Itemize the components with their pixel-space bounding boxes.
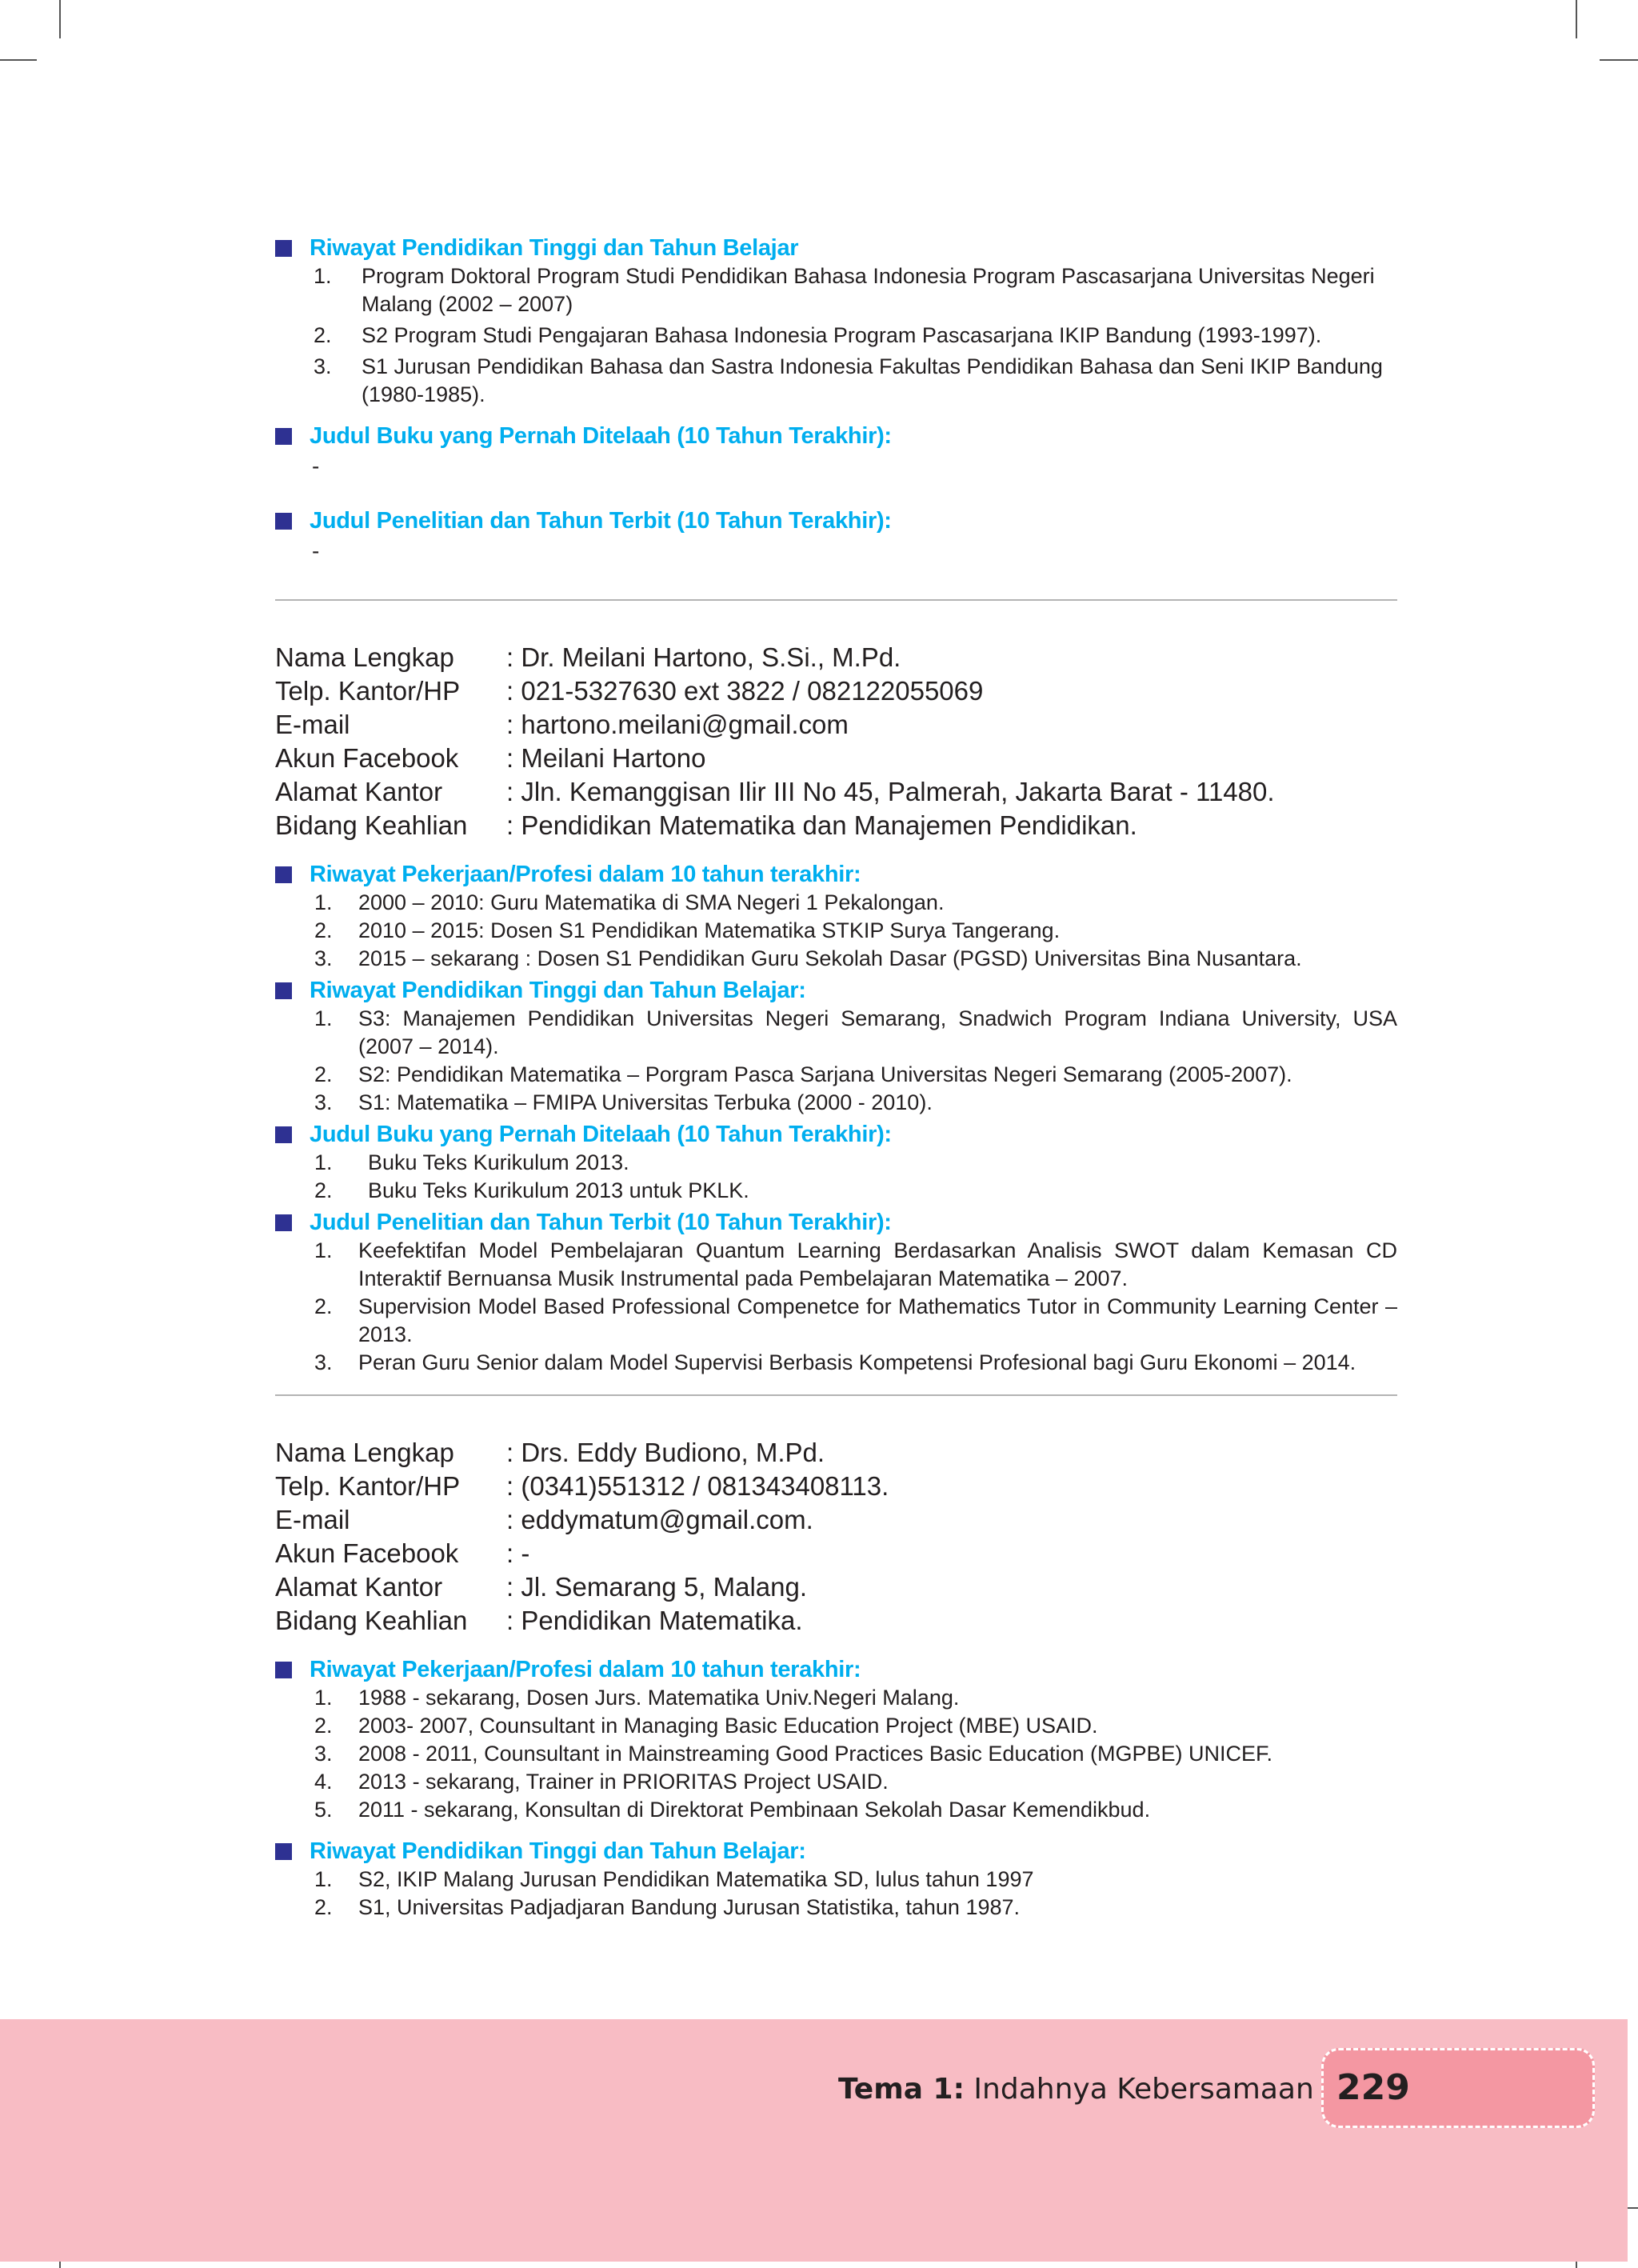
- list-item: 2. 2003- 2007, Counsultant in Managing Basic Education Project (MBE) USAID.: [314, 1714, 1098, 1738]
- profile-value: : (0341)551312 / 081343408113.: [506, 1471, 889, 1501]
- list-item: 1. Keefektifan Model Pembelajaran Quantum Learning Berdasarkan Analisis SWOT dalam Kemasan CD Interaktif Bernuansa Musik Instrumental pada Pembelajaran Matematika – 2007.: [314, 1238, 1397, 1290]
- research-value: -: [312, 538, 320, 563]
- page-content: [275, 234, 1397, 1922]
- list-item: 2. 2010 – 2015: Dosen S1 Pendidikan Matematika STKIP Surya Tangerang.: [314, 918, 1061, 942]
- crop-mark: [1576, 0, 1577, 38]
- block1-books-section: [275, 422, 1397, 482]
- section-heading: [275, 234, 1397, 262]
- theme-title: [838, 2071, 1314, 2108]
- profile-value: : Meilani Hartono: [506, 743, 706, 773]
- theme-label: Tema 1:: [838, 2073, 965, 2106]
- list-item: 2. Buku Teks Kurikulum 2013 untuk PKLK.: [314, 1178, 749, 1202]
- crop-mark: [1600, 59, 1638, 61]
- profile-value: : Jln. Kemanggisan Ilir III No 45, Palmerah, Jakarta Barat - 11480.: [506, 777, 1275, 806]
- person2-work-section: [275, 860, 1397, 973]
- section-heading: [275, 860, 1397, 889]
- section-divider: [275, 599, 1397, 601]
- profile-label: Alamat Kantor: [275, 777, 443, 806]
- section-heading-text: Riwayat Pekerjaan/Profesi dalam 10 tahun terakhir:: [310, 862, 861, 887]
- list-item: 3. Peran Guru Senior dalam Model Supervisi Berbasis Kompetensi Profesional bagi Guru Ekonomi – 2014.: [314, 1350, 1356, 1374]
- theme-name: Indahnya Kebersamaan: [964, 2073, 1314, 2106]
- section-heading-text: Judul Buku yang Pernah Ditelaah (10 Tahun Terakhir):: [310, 1122, 892, 1147]
- section-heading: [275, 506, 1397, 535]
- profile-table: [275, 1436, 1397, 1638]
- profile-label: Telp. Kantor/HP: [275, 1471, 461, 1501]
- section-heading: [275, 1208, 1397, 1237]
- section-heading-text: Riwayat Pendidikan Tinggi dan Tahun Belajar:: [310, 1838, 806, 1864]
- square-bullet-icon: [275, 982, 292, 999]
- square-bullet-icon: [275, 240, 292, 257]
- books-list: [275, 1149, 1397, 1205]
- list-item: 1. Program Doktoral Program Studi Pendidikan Bahasa Indonesia Program Pascasarjana Universitas Negeri Malang (2002 – 2007): [314, 264, 1375, 316]
- profile-value: : hartono.meilani@gmail.com: [506, 710, 849, 739]
- list-item: 1. S3: Manajemen Pendidikan Universitas Negeri Semarang, Snadwich Program Indiana University, USA (2007 – 2014).: [314, 1006, 1397, 1058]
- work-list: [275, 1684, 1397, 1824]
- section-divider: [275, 1394, 1397, 1396]
- profile-label: E-mail: [275, 1505, 350, 1534]
- list-item: 1. 2000 – 2010: Guru Matematika di SMA Negeri 1 Pekalongan.: [314, 890, 945, 914]
- page-footer: [0, 2019, 1628, 2262]
- research-list: [275, 1237, 1397, 1377]
- list-item: 3. S1 Jurusan Pendidikan Bahasa dan Sastra Indonesia Fakultas Pendidikan Bahasa dan Seni IKIP Bandung (1980-1985).: [314, 354, 1383, 406]
- profile-value: : -: [506, 1538, 530, 1568]
- section-heading: [275, 976, 1397, 1005]
- list-item: 1. Buku Teks Kurikulum 2013.: [314, 1150, 629, 1174]
- square-bullet-icon: [275, 1126, 292, 1143]
- profile-label: Bidang Keahlian: [275, 1606, 468, 1635]
- square-bullet-icon: [275, 1214, 292, 1231]
- section-heading-text: Judul Penelitian dan Tahun Terbit (10 Tahun Terakhir):: [310, 508, 892, 534]
- square-bullet-icon: [275, 1662, 292, 1678]
- list-item: 1. S2, IKIP Malang Jurusan Pendidikan Matematika SD, lulus tahun 1997: [314, 1867, 1034, 1891]
- work-list: [275, 889, 1397, 973]
- person3-education-section: [275, 1837, 1397, 1922]
- section-heading: [275, 1120, 1397, 1149]
- profile-value: : Jl. Semarang 5, Malang.: [506, 1572, 808, 1602]
- list-item: 5. 2011 - sekarang, Konsultan di Direktorat Pembinaan Sekolah Dasar Kemendikbud.: [314, 1798, 1151, 1822]
- square-bullet-icon: [275, 513, 292, 530]
- list-item: 3. S1: Matematika – FMIPA Universitas Terbuka (2000 - 2010).: [314, 1090, 933, 1114]
- crop-mark: [0, 59, 37, 61]
- profile-value: : eddymatum@gmail.com.: [506, 1505, 813, 1534]
- square-bullet-icon: [275, 1843, 292, 1860]
- profile-label: Alamat Kantor: [275, 1572, 443, 1602]
- page-number-box: [1321, 2048, 1595, 2128]
- profile-label: Nama Lengkap: [275, 1438, 454, 1467]
- profile-value: : Drs. Eddy Budiono, M.Pd.: [506, 1438, 825, 1467]
- profile-value: : Pendidikan Matematika dan Manajemen Pendidikan.: [506, 810, 1137, 840]
- square-bullet-icon: [275, 428, 292, 445]
- section-heading-text: Judul Buku yang Pernah Ditelaah (10 Tahun Terakhir):: [310, 423, 892, 449]
- section-heading: [275, 1655, 1397, 1684]
- section-heading: [275, 422, 1397, 450]
- section-heading-text: Judul Penelitian dan Tahun Terbit (10 Tahun Terakhir):: [310, 1210, 892, 1235]
- education-list: [275, 1005, 1397, 1117]
- person2-research-section: [275, 1208, 1397, 1377]
- person2-books-section: [275, 1120, 1397, 1205]
- profile-label: E-mail: [275, 710, 350, 739]
- profile-label: Akun Facebook: [275, 743, 459, 773]
- profile-value: : Pendidikan Matematika.: [506, 1606, 803, 1635]
- profile-value: : 021-5327630 ext 3822 / 082122055069: [506, 676, 984, 706]
- section-heading-text: Riwayat Pekerjaan/Profesi dalam 10 tahun terakhir:: [310, 1657, 861, 1682]
- crop-mark: [59, 0, 61, 38]
- profile-label: Telp. Kantor/HP: [275, 676, 461, 706]
- books-value: -: [312, 454, 320, 478]
- profile-value: : Dr. Meilani Hartono, S.Si., M.Pd.: [506, 642, 901, 672]
- list-item: 1. 1988 - sekarang, Dosen Jurs. Matematika Univ.Negeri Malang.: [314, 1686, 960, 1710]
- profile-label: Nama Lengkap: [275, 642, 454, 672]
- education-list: [275, 1866, 1397, 1922]
- page-number: 229: [1336, 2067, 1410, 2108]
- profile-table: [275, 641, 1397, 842]
- education-list: [275, 262, 1397, 409]
- section-heading: [275, 1837, 1397, 1866]
- person3-work-section: [275, 1655, 1397, 1824]
- list-item: 2. Supervision Model Based Professional Compenetce for Mathematics Tutor in Community Learning Center – 2013.: [314, 1294, 1397, 1346]
- person2-education-section: [275, 976, 1397, 1117]
- block1-research-section: [275, 506, 1397, 567]
- list-item: 4. 2013 - sekarang, Trainer in PRIORITAS Project USAID.: [314, 1770, 889, 1794]
- profile-label: Akun Facebook: [275, 1538, 459, 1568]
- profile-label: Bidang Keahlian: [275, 810, 468, 840]
- block1-education-section: [275, 234, 1397, 409]
- list-item: 3. 2015 – sekarang : Dosen S1 Pendidikan Guru Sekolah Dasar (PGSD) Universitas Bina Nusantara.: [314, 946, 1302, 970]
- list-item: 2. S1, Universitas Padjadjaran Bandung Jurusan Statistika, tahun 1987.: [314, 1895, 1021, 1919]
- square-bullet-icon: [275, 866, 292, 883]
- list-item: 2. S2 Program Studi Pengajaran Bahasa Indonesia Program Pascasarjana IKIP Bandung (1993-1997).: [314, 323, 1322, 347]
- section-heading-text: Riwayat Pendidikan Tinggi dan Tahun Belajar:: [310, 978, 806, 1003]
- section-heading-text: Riwayat Pendidikan Tinggi dan Tahun Belajar: [310, 235, 799, 261]
- list-item: 3. 2008 - 2011, Counsultant in Mainstreaming Good Practices Basic Education (MGPBE) UNICEF.: [314, 1742, 1273, 1766]
- list-item: 2. S2: Pendidikan Matematika – Porgram Pasca Sarjana Universitas Negeri Semarang (2005-2007).: [314, 1062, 1292, 1086]
